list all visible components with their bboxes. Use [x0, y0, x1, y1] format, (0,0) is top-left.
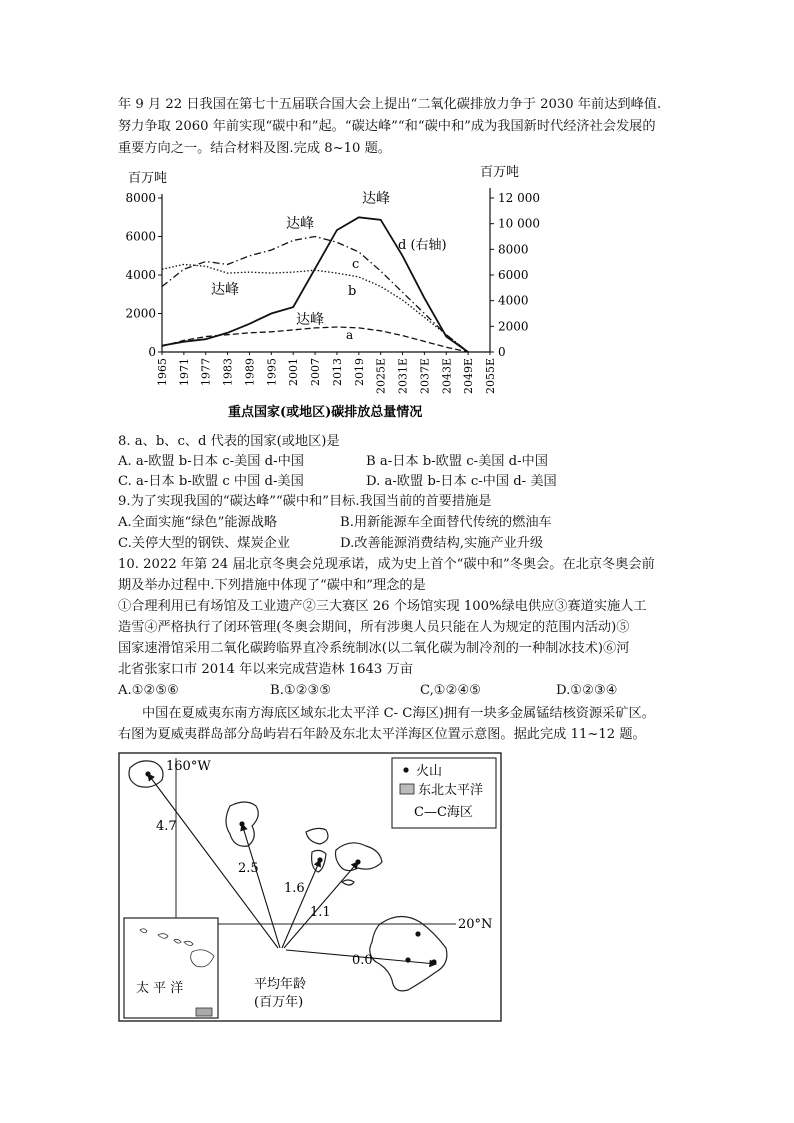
x-tick-label: 2007	[309, 358, 323, 386]
x-tick-label: 2037E	[418, 358, 432, 395]
right-axis-unit: 百万吨	[480, 165, 520, 180]
q9-option-b: B.用新能源车全面替代传统的燃油车	[340, 515, 552, 530]
series-b-label: b	[348, 284, 357, 299]
x-tick-label: 2001	[287, 358, 301, 386]
right-tick-label: 2000	[498, 319, 529, 334]
q8-stem: 8. a、b、c、d 代表的国家(或地区)是	[118, 434, 340, 449]
left-tick-label: 0	[148, 345, 156, 359]
age-label-1-6: 1.6	[284, 881, 305, 896]
passage2-line-1: 中国在夏威夷东南方海底区域东北太平洋 C- C海区)拥有一块多金属锰结核资源采矿区。	[142, 706, 655, 721]
legend-volcano-symbol	[403, 767, 408, 772]
chart-title: 重点国家(或地区)碳排放总量情况	[228, 405, 423, 420]
peak-a-label: 达峰	[296, 312, 324, 328]
inset-cc-area	[196, 1008, 212, 1016]
latitude-label: 20°N	[458, 917, 493, 932]
age-label-4-7: 4.7	[156, 819, 177, 834]
x-tick-label: 2031E	[396, 358, 410, 395]
q8-option-b: B a-日本 b-欧盟 c-美国 d-中国	[366, 454, 548, 469]
q8-option-d: D. a-欧盟 b-日本 c-中国 d- 美国	[366, 474, 557, 489]
left-tick-label: 4000	[125, 268, 156, 282]
x-tick-label: 1983	[221, 358, 235, 386]
series-c-label: c	[352, 257, 360, 272]
q9-option-c: C.关停大型的钢铁、煤炭企业	[118, 536, 291, 551]
passage2-line-2: 右图为夏威夷群岛部分岛屿岩石年龄及东北太平洋海区位置示意图。据此完成 11~12 题。	[118, 727, 646, 742]
age-axis-label-1: 平均年龄	[254, 977, 307, 992]
q8-option-a: A. a-欧盟 b-日本 c-美国 d-中国	[118, 454, 304, 469]
x-tick-label: 1971	[177, 358, 191, 386]
right-tick-label: 4000	[498, 293, 529, 308]
x-tick-label: 1965	[156, 358, 169, 386]
legend-volcano-label: 火山	[416, 764, 443, 779]
x-tick-label: 2043E	[440, 358, 454, 395]
right-tick-label: 6000	[498, 268, 529, 282]
q8-option-c: C. a-日本 b-欧盟 c 中国 d-美国	[118, 474, 304, 489]
x-tick-label: 1977	[199, 358, 213, 386]
q10-line-6: 北省张家口市 2014 年以来完成营造林 1643 万亩	[118, 662, 413, 677]
q10-option-a: A.①②⑤⑥	[118, 683, 180, 698]
hawaii-map	[118, 752, 502, 1022]
legend-area-label-1: 东北太平洋	[418, 783, 484, 798]
right-tick-label: 12 000	[498, 191, 540, 205]
q10-line-3: ①合理利用已有场馆及工业遗产②三大赛区 26 个场馆实现 100%绿电供应③赛道实施人工	[118, 599, 647, 614]
chart-annotations	[211, 190, 447, 342]
longitude-label: 160°W	[166, 759, 211, 774]
inset-ocean-label: 太 平 洋	[136, 981, 184, 996]
age-axis-label-2: (百万年)	[254, 995, 304, 1010]
chart-ticks	[125, 191, 540, 394]
q9-stem: 9.为了实现我国的“碳达峰”“碳中和”目标.我国当前的首要措施是	[118, 494, 492, 509]
q10-line-4: 造雪④严格执行了闭环管理(冬奥会期间，所有涉奥人员只能在人为规定的范围内活动)⑤	[118, 620, 630, 635]
peak-d-label: 达峰	[362, 191, 390, 207]
q9-option-a: A.全面实施“绿色”能源战略	[118, 515, 278, 530]
right-tick-label: 10 000	[498, 216, 540, 231]
peak-c-label: 达峰	[286, 216, 314, 232]
left-tick-label: 6000	[125, 229, 156, 244]
q10-option-b: B.①②③⑤	[270, 683, 332, 698]
q10-line-2: 期及举办过程中.下列措施中体现了“碳中和”理念的是	[118, 578, 426, 593]
x-tick-label: 2049E	[462, 358, 476, 395]
series-line-a	[162, 327, 468, 352]
legend-area-label-2: C—C海区	[414, 805, 473, 820]
peak-b-label: 达峰	[211, 282, 239, 298]
q10-line-5: 国家速滑馆采用二氧化碳跨临界直冷系统制冰(以二氧化碳为制冷剂的一种制冰技术)⑥河	[118, 641, 630, 656]
q10-option-d: D.①②③④	[556, 683, 618, 698]
inset-frame	[124, 918, 218, 1018]
intro-line-3: 重要方向之一。结合材料及图.完成 8~10 题。	[118, 141, 391, 156]
right-tick-label: 8000	[498, 242, 529, 257]
left-tick-label: 2000	[125, 306, 156, 321]
q10-option-c: C,①②④⑤	[420, 683, 482, 698]
left-tick-label: 8000	[125, 191, 156, 205]
age-label-2-5: 2.5	[238, 861, 259, 876]
x-tick-label: 2025E	[374, 358, 388, 395]
age-label-0-0: 0.0	[352, 953, 373, 968]
intro-line-2: 努力争取 2060 年前实现“碳中和”起。“碳达峰”“和“碳中和”成为我国新时代经济社会发展的	[118, 119, 656, 134]
x-tick-label: 2055E	[484, 358, 497, 395]
x-tick-label: 1989	[243, 358, 257, 386]
emission-chart	[118, 160, 558, 422]
legend-area-symbol	[400, 784, 414, 794]
right-tick-label: 0	[498, 345, 506, 359]
q10-line-1: 10. 2022 年第 24 届北京冬奥会兑现承诺，成为史上首个“碳中和”冬奥会。在北京冬奥会前	[118, 557, 655, 572]
q9-option-d: D.改善能源消费结构,实施产业升级	[340, 536, 544, 551]
x-tick-label: 2019	[352, 358, 366, 386]
age-label-1-1: 1.1	[310, 905, 331, 920]
series-d-label: d (右轴)	[398, 238, 447, 253]
left-axis-unit: 百万吨	[128, 171, 168, 186]
x-tick-label: 2013	[330, 358, 344, 386]
x-tick-label: 1995	[265, 358, 279, 386]
series-a-label: a	[346, 328, 354, 342]
intro-line-1: 年 9 月 22 日我国在第七十五届联合国大会上提出“二氧化碳排放力争于 2030 年前达到峰值.	[118, 97, 662, 112]
